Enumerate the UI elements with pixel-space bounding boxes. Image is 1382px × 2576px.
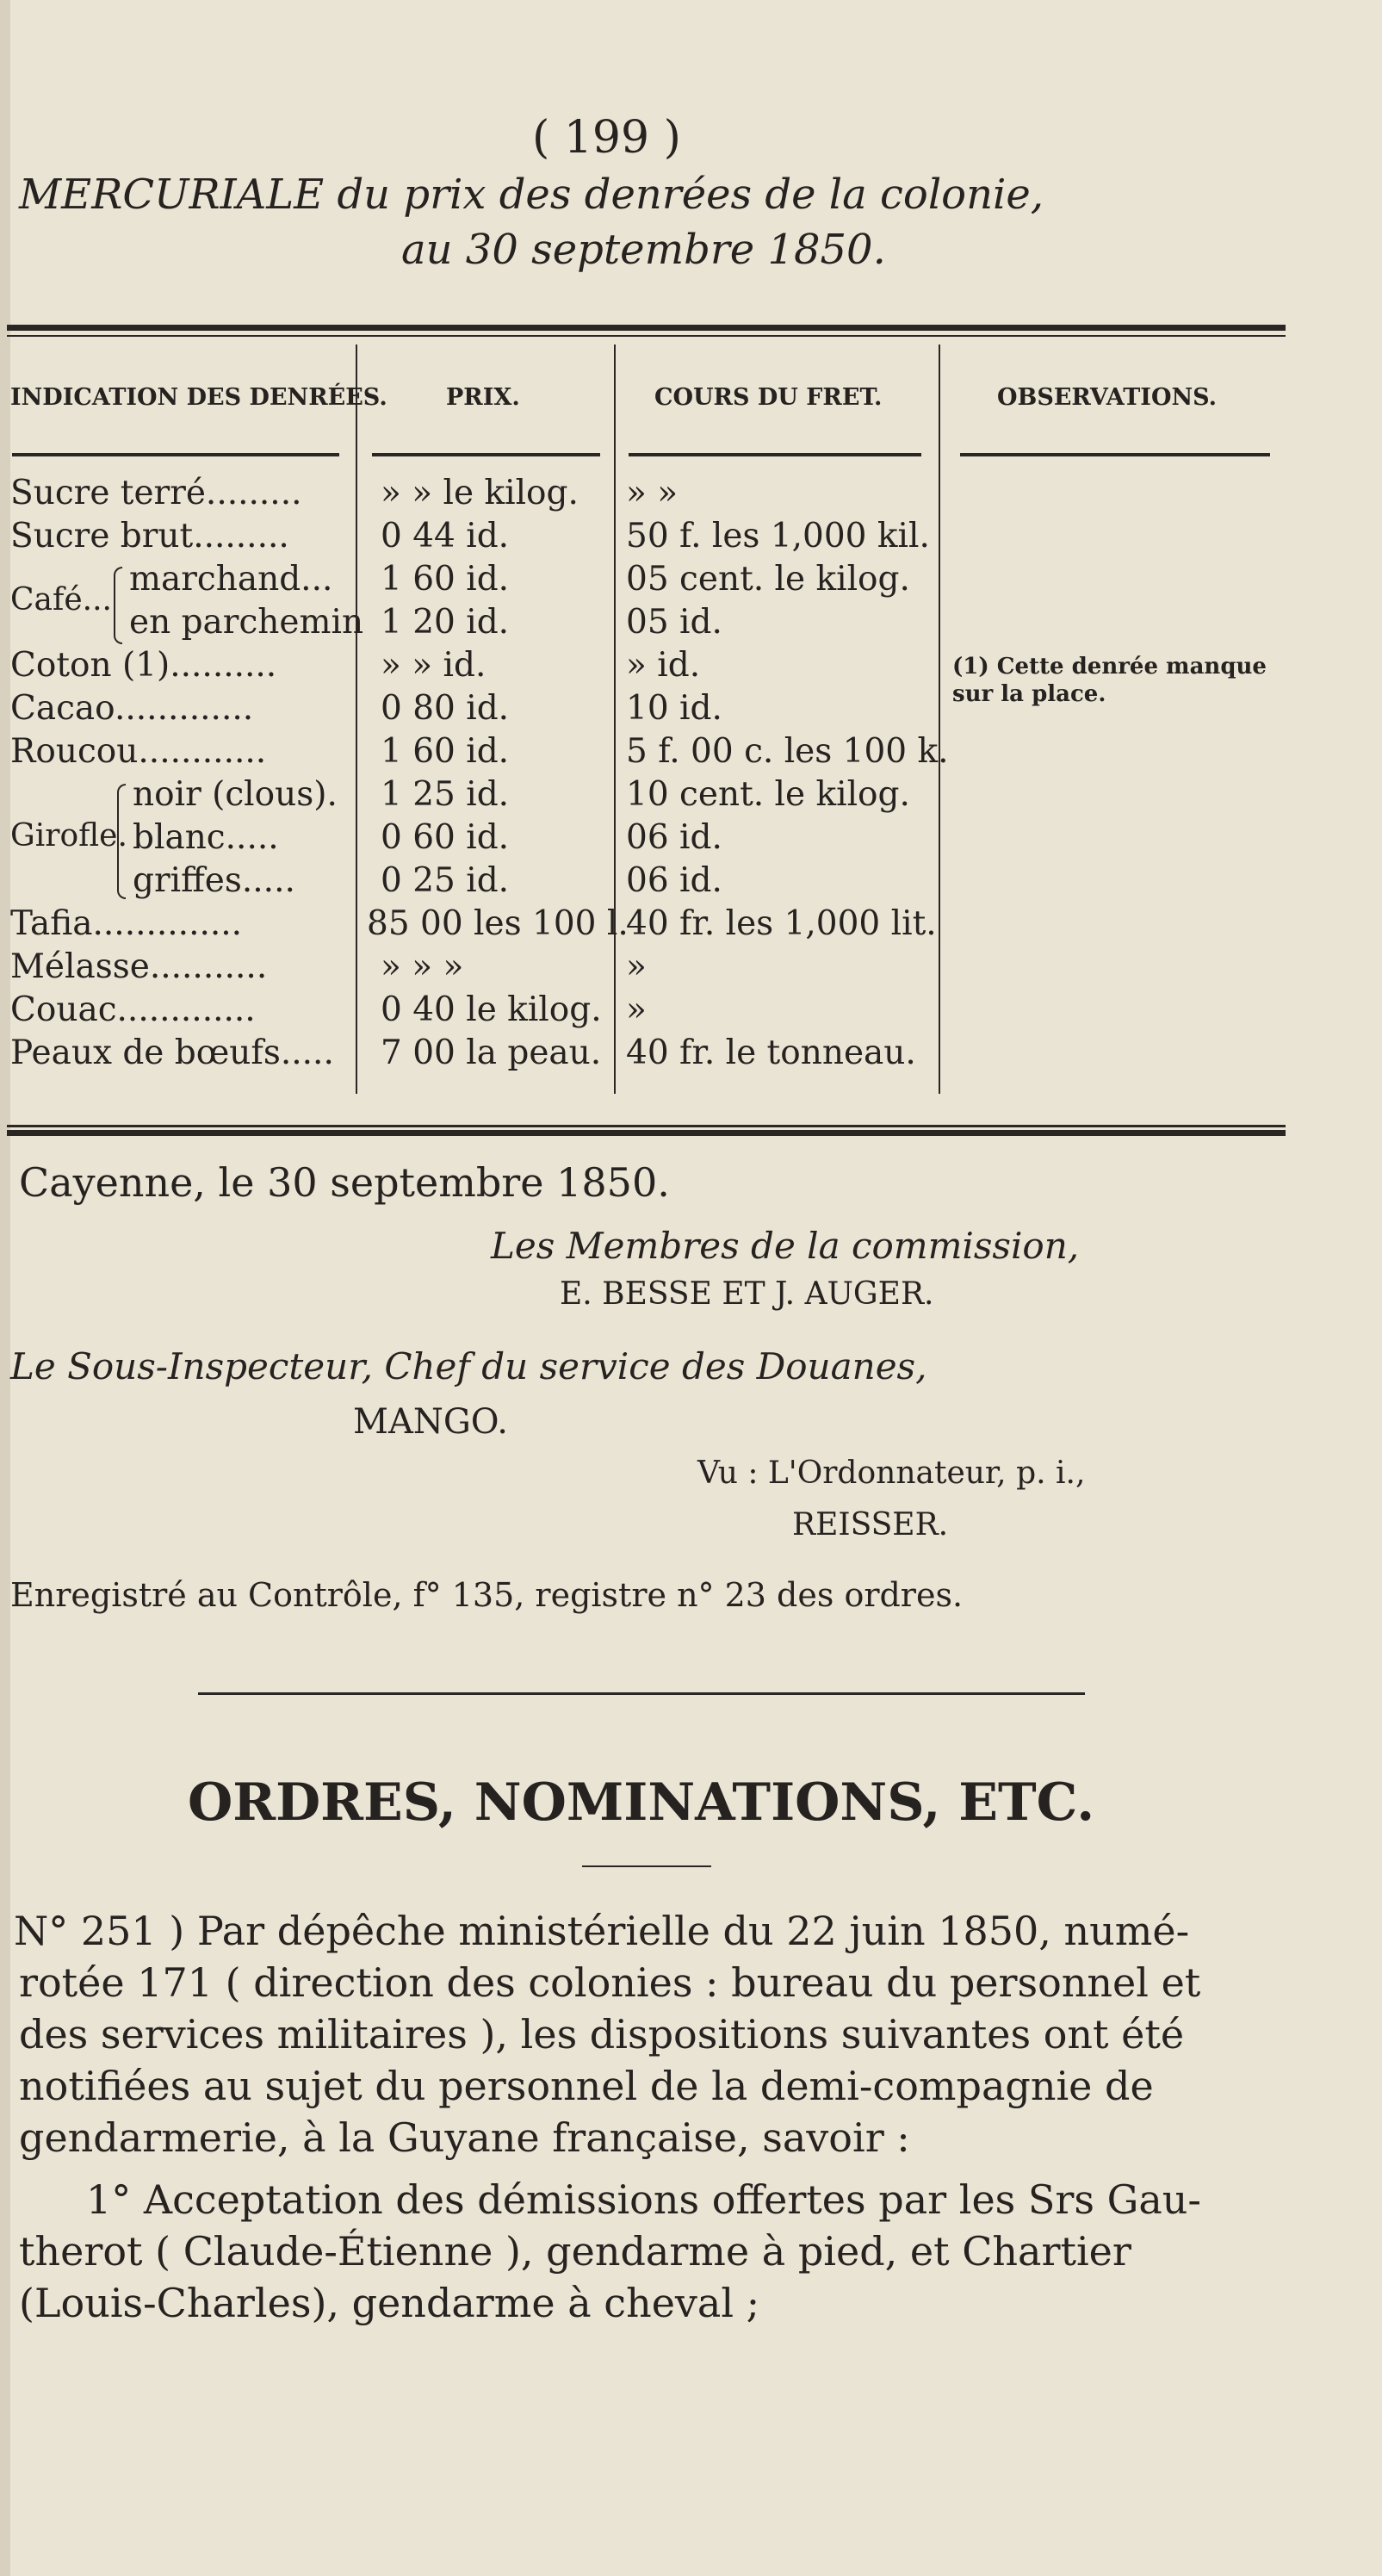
mercuriale-title-line2: au 30 septembre 1850. bbox=[401, 226, 886, 274]
header-underline bbox=[629, 453, 921, 456]
table-bottom-rule bbox=[7, 1130, 1286, 1136]
price-cell: 85 00 les 100 l. bbox=[367, 904, 629, 943]
ordonnateur-name: REISSER. bbox=[792, 1507, 949, 1542]
product-cell: noir (clous). bbox=[133, 775, 338, 814]
freight-cell: 05 id. bbox=[626, 603, 722, 642]
price-cell: 0 80 id. bbox=[381, 689, 510, 728]
freight-cell: 06 id. bbox=[626, 818, 722, 857]
item-line: 1° Acceptation des démissions offertes par les Srs Gau- bbox=[86, 2176, 1201, 2223]
product-cell: en parchemin bbox=[129, 603, 364, 642]
table-top-rule bbox=[7, 325, 1286, 331]
header-indication: INDICATION DES DENRÉES. bbox=[10, 384, 387, 411]
freight-cell: » bbox=[626, 990, 647, 1029]
price-cell: » » id. bbox=[381, 646, 486, 685]
price-cell: 1 60 id. bbox=[381, 732, 510, 771]
product-cell: griffes..... bbox=[133, 861, 295, 900]
price-cell: 0 60 id. bbox=[381, 818, 510, 857]
page-number: ( 199 ) bbox=[532, 112, 681, 164]
freight-cell: » bbox=[626, 947, 647, 986]
binding-gutter bbox=[0, 0, 10, 2576]
product-cell: Couac............. bbox=[10, 990, 256, 1029]
price-cell: 1 60 id. bbox=[381, 560, 510, 599]
product-cell: Cacao............. bbox=[10, 689, 254, 728]
members-names: E. BESSE ET J. AUGER. bbox=[560, 1276, 934, 1312]
girofle-brace bbox=[117, 784, 126, 899]
price-cell: » » » bbox=[381, 947, 464, 986]
section-title-underline bbox=[582, 1865, 711, 1867]
table-top-rule-thin bbox=[7, 335, 1286, 337]
registration-line: Enregistré au Contrôle, f° 135, registre n° 23 des ordres. bbox=[10, 1576, 964, 1614]
paragraph-line: rotée 171 ( direction des colonies : bureau du personnel et bbox=[19, 1959, 1201, 2006]
freight-cell: 10 cent. le kilog. bbox=[626, 775, 910, 814]
section-separator bbox=[198, 1692, 1085, 1695]
freight-cell: 40 fr. les 1,000 lit. bbox=[626, 904, 937, 943]
place-date: Cayenne, le 30 septembre 1850. bbox=[19, 1159, 670, 1206]
product-cell: blanc..... bbox=[133, 818, 279, 857]
product-cell: Roucou............ bbox=[10, 732, 267, 771]
freight-cell: 5 f. 00 c. les 100 k. bbox=[626, 732, 949, 771]
paragraph-line: notifiées au sujet du personnel de la demi-compagnie de bbox=[19, 2063, 1154, 2109]
product-cell: Sucre brut......... bbox=[10, 517, 289, 556]
cafe-brace bbox=[114, 567, 122, 644]
price-cell: 0 25 id. bbox=[381, 861, 510, 900]
table-bottom-rule-thin bbox=[7, 1125, 1286, 1127]
section-title: ORDRES, NOMINATIONS, ETC. bbox=[188, 1772, 1095, 1833]
freight-cell: 40 fr. le tonneau. bbox=[626, 1034, 916, 1072]
price-cell: 1 25 id. bbox=[381, 775, 510, 814]
inspector-title: Le Sous-Inspecteur, Chef du service des Douanes, bbox=[10, 1345, 927, 1387]
vu-ordonnateur: Vu : L'Ordonnateur, p. i., bbox=[697, 1456, 1086, 1491]
freight-cell: 50 f. les 1,000 kil. bbox=[626, 517, 930, 556]
header-underline bbox=[372, 453, 600, 456]
column-divider bbox=[356, 345, 357, 1094]
mercuriale-title-line1: MERCURIALE du prix des denrées de la colonie, bbox=[19, 171, 1044, 219]
price-cell: 0 40 le kilog. bbox=[381, 990, 602, 1029]
header-observations: OBSERVATIONS. bbox=[997, 384, 1218, 411]
price-cell: » » le kilog. bbox=[381, 474, 579, 512]
price-cell: 1 20 id. bbox=[381, 603, 510, 642]
column-divider bbox=[939, 345, 940, 1094]
members-title: Les Membres de la commission, bbox=[491, 1225, 1080, 1267]
paragraph-line: des services militaires ), les dispositions suivantes ont été bbox=[19, 2011, 1185, 2058]
inspector-name: MANGO. bbox=[353, 1402, 508, 1442]
freight-cell: » » bbox=[626, 474, 679, 512]
paragraph-line: N° 251 ) Par dépêche ministérielle du 22 juin 1850, numé- bbox=[14, 1908, 1190, 1954]
observation-note: (1) Cette denrée manque sur la place. bbox=[952, 654, 1267, 707]
product-cell: Coton (1).......... bbox=[10, 646, 277, 685]
freight-cell: 10 id. bbox=[626, 689, 722, 728]
header-underline bbox=[960, 453, 1270, 456]
group-label-cafe: Café... bbox=[10, 582, 112, 618]
header-prix: PRIX. bbox=[446, 384, 520, 411]
column-divider bbox=[614, 345, 616, 1094]
price-cell: 0 44 id. bbox=[381, 517, 510, 556]
product-cell: Tafia.............. bbox=[10, 904, 243, 943]
product-cell: Sucre terré......... bbox=[10, 474, 302, 512]
freight-cell: 06 id. bbox=[626, 861, 722, 900]
product-cell: marchand... bbox=[129, 560, 333, 599]
price-cell: 7 00 la peau. bbox=[381, 1034, 602, 1072]
paragraph-line: gendarmerie, à la Guyane française, savoir : bbox=[19, 2114, 910, 2161]
freight-cell: » id. bbox=[626, 646, 701, 685]
product-cell: Mélasse........... bbox=[10, 947, 268, 986]
header-cours-fret: COURS DU FRET. bbox=[654, 384, 883, 411]
item-line: (Louis-Charles), gendarme à cheval ; bbox=[19, 2280, 760, 2326]
item-line: therot ( Claude-Étienne ), gendarme à pied, et Chartier bbox=[19, 2228, 1131, 2275]
header-underline bbox=[12, 453, 339, 456]
freight-cell: 05 cent. le kilog. bbox=[626, 560, 910, 599]
group-label-girofle: Girofle. bbox=[10, 818, 127, 853]
product-cell: Peaux de bœufs..... bbox=[10, 1034, 334, 1072]
